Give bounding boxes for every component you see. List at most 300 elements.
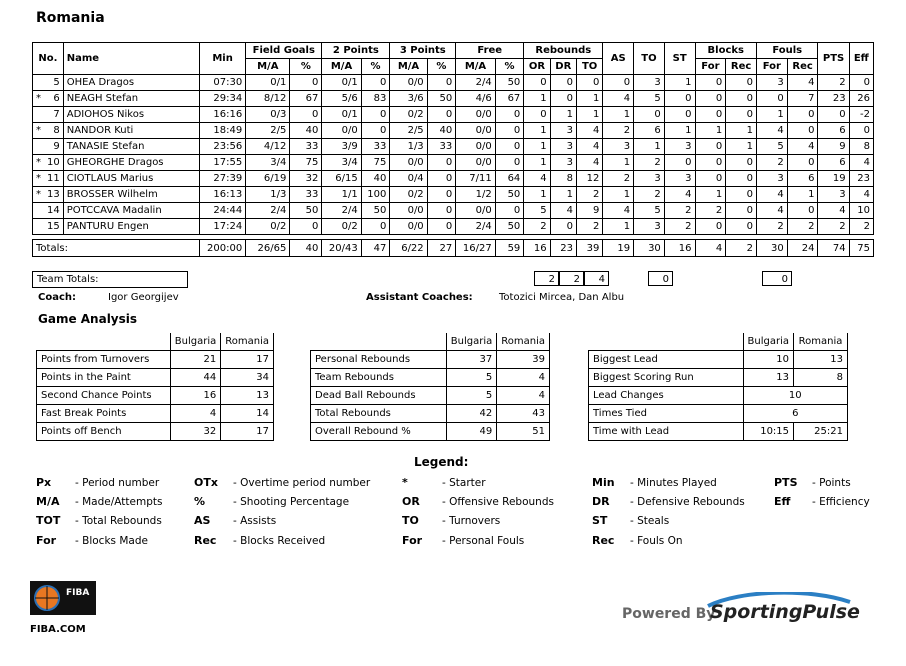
stat-fr: 0 bbox=[787, 123, 818, 139]
col-2p: 2 Points bbox=[322, 43, 390, 59]
stat-p3-ma: 2/5 bbox=[390, 123, 427, 139]
stat-dr: 0 bbox=[550, 91, 576, 107]
col-no: No. bbox=[33, 43, 64, 75]
stat-tot: 4 bbox=[576, 155, 602, 171]
stat-ft-p: 0 bbox=[495, 139, 524, 155]
stat-p2-ma: 3/9 bbox=[322, 139, 361, 155]
stat-fg-p: 33 bbox=[290, 187, 322, 203]
stat-br: 0 bbox=[726, 203, 757, 219]
stat-pts: 4 bbox=[818, 203, 849, 219]
player-name: OHEA Dragos bbox=[63, 75, 199, 91]
stat-bf: 0 bbox=[695, 91, 726, 107]
player-no: 8 bbox=[53, 125, 60, 136]
stat-p3-ma: 0/0 bbox=[390, 219, 427, 235]
col-3p: 3 Points bbox=[390, 43, 456, 59]
stat-p2-p: 40 bbox=[361, 171, 390, 187]
sub-2p-pct: % bbox=[361, 59, 390, 75]
col-eff: Eff bbox=[849, 43, 873, 75]
analysis-value-bulgaria: 49 bbox=[446, 423, 496, 441]
sub-ft-ma: M/A bbox=[456, 59, 496, 75]
legend-desc: - Starter bbox=[442, 477, 486, 489]
stat-min: 23:56 bbox=[199, 139, 245, 155]
legend-desc: - Blocks Received bbox=[233, 535, 326, 547]
stat-st: 0 bbox=[664, 155, 695, 171]
team-title: Romania bbox=[36, 10, 105, 26]
stat-to: 2 bbox=[634, 187, 665, 203]
legend-key: DR bbox=[592, 495, 610, 508]
stat-to: 0 bbox=[634, 107, 665, 123]
stat-ff: 4 bbox=[757, 123, 788, 139]
stat-or: 1 bbox=[524, 123, 550, 139]
stat-dr: 0 bbox=[550, 219, 576, 235]
stat-br: 0 bbox=[726, 75, 757, 91]
legend-desc: - Minutes Played bbox=[630, 477, 717, 489]
stat-pts: 19 bbox=[818, 171, 849, 187]
player-name: GHEORGHE Dragos bbox=[63, 155, 199, 171]
stat-ft-p: 50 bbox=[495, 219, 524, 235]
player-name: TANASIE Stefan bbox=[63, 139, 199, 155]
legend-desc: - Points bbox=[812, 477, 851, 489]
stat-st: 1 bbox=[664, 75, 695, 91]
player-number bbox=[33, 219, 64, 235]
stat-ft-ma: 0/0 bbox=[456, 155, 496, 171]
team-totals-or: 2 bbox=[534, 271, 559, 286]
stat-fg-p: 67 bbox=[290, 91, 322, 107]
stat-to: 3 bbox=[634, 171, 665, 187]
analysis-label: Points in the Paint bbox=[37, 369, 171, 387]
legend-desc: - Offensive Rebounds bbox=[442, 496, 554, 508]
player-no: 15 bbox=[47, 221, 60, 232]
stat-fr: 6 bbox=[787, 171, 818, 187]
stat-as: 3 bbox=[603, 139, 634, 155]
stat-min: 18:49 bbox=[199, 123, 245, 139]
stat-pts: 2 bbox=[818, 219, 849, 235]
stat-or: 0 bbox=[524, 107, 550, 123]
stat-as: 4 bbox=[603, 203, 634, 219]
stat-fg-ma: 2/4 bbox=[246, 203, 290, 219]
col-ft: Free bbox=[456, 43, 524, 59]
legend-desc: - Fouls On bbox=[630, 535, 683, 547]
game-analysis-table-rebounds bbox=[310, 333, 550, 441]
stat-ft-ma: 0/0 bbox=[456, 139, 496, 155]
stat-as: 1 bbox=[603, 187, 634, 203]
legend-key: Eff bbox=[774, 495, 791, 508]
player-row bbox=[33, 171, 874, 187]
stat-dr: 3 bbox=[550, 139, 576, 155]
stat-br: 1 bbox=[726, 139, 757, 155]
stat-br: 0 bbox=[726, 187, 757, 203]
totals-st: 16 bbox=[664, 240, 695, 257]
stat-min: 16:13 bbox=[199, 187, 245, 203]
stat-ft-ma: 7/11 bbox=[456, 171, 496, 187]
player-row bbox=[33, 75, 874, 91]
stat-dr: 1 bbox=[550, 107, 576, 123]
stat-ff: 1 bbox=[757, 107, 788, 123]
stat-fr: 4 bbox=[787, 75, 818, 91]
legend-key: Rec bbox=[592, 534, 615, 547]
analysis-value: 10 bbox=[743, 387, 847, 405]
stat-min: 07:30 bbox=[199, 75, 245, 91]
stat-p3-ma: 0/0 bbox=[390, 75, 427, 91]
stat-as: 4 bbox=[603, 91, 634, 107]
analysis-label: Second Chance Points bbox=[37, 387, 171, 405]
analysis-value-bulgaria: 32 bbox=[170, 423, 220, 441]
stat-ff: 3 bbox=[757, 75, 788, 91]
analysis-row bbox=[311, 405, 550, 423]
stat-p3-p: 0 bbox=[427, 203, 456, 219]
analysis-row bbox=[37, 369, 274, 387]
stat-fg-ma: 0/3 bbox=[246, 107, 290, 123]
stat-or: 5 bbox=[524, 203, 550, 219]
legend-key: OR bbox=[402, 495, 420, 508]
stat-st: 1 bbox=[664, 123, 695, 139]
stat-p3-p: 0 bbox=[427, 219, 456, 235]
analysis-value-romania: 14 bbox=[221, 405, 274, 423]
stat-as: 2 bbox=[603, 171, 634, 187]
col-romania: Romania bbox=[221, 333, 274, 351]
player-row bbox=[33, 155, 874, 171]
stat-p2-ma: 5/6 bbox=[322, 91, 361, 107]
stat-ft-p: 0 bbox=[495, 155, 524, 171]
stat-ff: 4 bbox=[757, 187, 788, 203]
sub-tot: TO bbox=[576, 59, 602, 75]
stat-p3-p: 0 bbox=[427, 171, 456, 187]
legend-key: Px bbox=[36, 476, 52, 489]
powered-by-text: Powered By bbox=[622, 606, 716, 622]
stat-st: 2 bbox=[664, 219, 695, 235]
stat-fr: 0 bbox=[787, 203, 818, 219]
player-no: 5 bbox=[53, 77, 60, 88]
stat-p2-ma: 3/4 bbox=[322, 155, 361, 171]
stat-to: 1 bbox=[634, 139, 665, 155]
header-row-top bbox=[33, 43, 874, 59]
stat-p3-p: 0 bbox=[427, 187, 456, 203]
legend-desc: - Defensive Rebounds bbox=[630, 496, 745, 508]
totals-label: Totals: bbox=[33, 240, 200, 257]
totals-min: 200:00 bbox=[199, 240, 245, 257]
legend-desc: - Turnovers bbox=[442, 515, 501, 527]
stat-as: 2 bbox=[603, 123, 634, 139]
sub-foul-rec: Rec bbox=[787, 59, 818, 75]
analysis-row bbox=[311, 423, 550, 441]
stat-ft-p: 0 bbox=[495, 203, 524, 219]
player-no: 11 bbox=[47, 173, 60, 184]
analysis-row bbox=[37, 405, 274, 423]
stat-p2-p: 75 bbox=[361, 155, 390, 171]
legend-desc: - Assists bbox=[233, 515, 277, 527]
stat-pts: 6 bbox=[818, 155, 849, 171]
stat-br: 0 bbox=[726, 91, 757, 107]
analysis-row bbox=[37, 351, 274, 369]
stat-ft-ma: 1/2 bbox=[456, 187, 496, 203]
player-name: NANDOR Kuti bbox=[63, 123, 199, 139]
stat-tot: 2 bbox=[576, 219, 602, 235]
player-number bbox=[33, 139, 64, 155]
player-name: NEAGH Stefan bbox=[63, 91, 199, 107]
col-min: Min bbox=[199, 43, 245, 75]
stat-ff: 2 bbox=[757, 219, 788, 235]
stat-dr: 1 bbox=[550, 187, 576, 203]
analysis-value-romania: 8 bbox=[794, 369, 848, 387]
totals-2p-pct: 47 bbox=[361, 240, 390, 257]
col-reb: Rebounds bbox=[524, 43, 603, 59]
stat-to: 5 bbox=[634, 203, 665, 219]
assistant-coaches-names: Totozici Mircea, Dan Albu bbox=[499, 292, 625, 303]
player-number bbox=[33, 203, 64, 219]
stat-st: 3 bbox=[664, 171, 695, 187]
stat-p2-ma: 0/2 bbox=[322, 219, 361, 235]
analysis-value-romania: 4 bbox=[497, 369, 550, 387]
coach-name: Igor Georgijev bbox=[108, 292, 179, 303]
analysis-row bbox=[589, 423, 848, 441]
stat-bf: 0 bbox=[695, 171, 726, 187]
stat-dr: 0 bbox=[550, 75, 576, 91]
player-number bbox=[33, 123, 64, 139]
stat-bf: 2 bbox=[695, 203, 726, 219]
stat-ff: 0 bbox=[757, 91, 788, 107]
team-totals-dr: 2 bbox=[559, 271, 584, 286]
box-score-table bbox=[32, 42, 874, 257]
stat-to: 3 bbox=[634, 219, 665, 235]
stat-tot: 0 bbox=[576, 75, 602, 91]
col-pts: PTS bbox=[818, 43, 849, 75]
stat-ft-p: 67 bbox=[495, 91, 524, 107]
stat-p2-ma: 2/4 bbox=[322, 203, 361, 219]
fiba-badge-text: FIBA bbox=[66, 588, 90, 598]
stat-ff: 3 bbox=[757, 171, 788, 187]
analysis-row bbox=[311, 387, 550, 405]
analysis-label: Lead Changes bbox=[589, 387, 744, 405]
analysis-label: Fast Break Points bbox=[37, 405, 171, 423]
analysis-label: Time with Lead bbox=[589, 423, 744, 441]
analysis-label: Times Tied bbox=[589, 405, 744, 423]
stat-st: 0 bbox=[664, 91, 695, 107]
totals-blk-rec: 2 bbox=[726, 240, 757, 257]
col-bulgaria: Bulgaria bbox=[446, 333, 496, 351]
stat-p3-p: 0 bbox=[427, 107, 456, 123]
stat-min: 17:55 bbox=[199, 155, 245, 171]
totals-to: 30 bbox=[634, 240, 665, 257]
legend-key: TOT bbox=[36, 514, 61, 527]
stat-pts: 6 bbox=[818, 123, 849, 139]
analysis-label: Biggest Scoring Run bbox=[589, 369, 744, 387]
player-no: 6 bbox=[53, 93, 60, 104]
stat-fr: 1 bbox=[787, 187, 818, 203]
starter-mark: * bbox=[36, 125, 41, 136]
stat-p2-ma: 6/15 bbox=[322, 171, 361, 187]
stat-ft-ma: 2/4 bbox=[456, 219, 496, 235]
team-totals-label: Team Totals: bbox=[32, 271, 188, 288]
stat-br: 0 bbox=[726, 219, 757, 235]
sportingpulse-brand: SportingPulse bbox=[710, 601, 860, 623]
fiba-logo bbox=[30, 581, 96, 615]
player-name: PANTURU Engen bbox=[63, 219, 199, 235]
game-analysis-title: Game Analysis bbox=[38, 312, 138, 326]
analysis-label: Personal Rebounds bbox=[311, 351, 447, 369]
analysis-label: Biggest Lead bbox=[589, 351, 744, 369]
stat-or: 2 bbox=[524, 219, 550, 235]
analysis-value-bulgaria: 13 bbox=[743, 369, 793, 387]
col-st: ST bbox=[664, 43, 695, 75]
analysis-row bbox=[37, 423, 274, 441]
stat-fr: 0 bbox=[787, 155, 818, 171]
stat-min: 27:39 bbox=[199, 171, 245, 187]
stat-min: 17:24 bbox=[199, 219, 245, 235]
stat-fg-p: 0 bbox=[290, 107, 322, 123]
analysis-value-bulgaria: 5 bbox=[446, 387, 496, 405]
stat-p3-p: 33 bbox=[427, 139, 456, 155]
stat-dr: 4 bbox=[550, 203, 576, 219]
stat-p3-ma: 3/6 bbox=[390, 91, 427, 107]
stat-fr: 2 bbox=[787, 219, 818, 235]
sub-foul-for: For bbox=[757, 59, 788, 75]
stat-pts: 9 bbox=[818, 139, 849, 155]
legend-desc: - Efficiency bbox=[812, 496, 870, 508]
stat-p2-ma: 0/0 bbox=[322, 123, 361, 139]
analysis-value-romania: 25:21 bbox=[794, 423, 848, 441]
assistant-coaches-label: Assistant Coaches: bbox=[366, 292, 473, 303]
totals-as: 19 bbox=[603, 240, 634, 257]
stat-bf: 0 bbox=[695, 139, 726, 155]
stat-min: 16:16 bbox=[199, 107, 245, 123]
fiba-url[interactable]: FIBA.COM bbox=[30, 624, 86, 635]
stat-or: 1 bbox=[524, 91, 550, 107]
stat-min: 24:44 bbox=[199, 203, 245, 219]
stat-tot: 4 bbox=[576, 123, 602, 139]
stat-eff: 8 bbox=[849, 139, 873, 155]
stat-fg-p: 0 bbox=[290, 75, 322, 91]
stat-p2-ma: 1/1 bbox=[322, 187, 361, 203]
stat-p2-p: 50 bbox=[361, 203, 390, 219]
stat-bf: 0 bbox=[695, 219, 726, 235]
stat-fr: 4 bbox=[787, 139, 818, 155]
stat-ff: 2 bbox=[757, 155, 788, 171]
powered-by bbox=[620, 592, 860, 636]
stat-ft-ma: 4/6 bbox=[456, 91, 496, 107]
legend-title: Legend: bbox=[414, 455, 469, 469]
stat-fg-ma: 0/1 bbox=[246, 75, 290, 91]
stat-br: 0 bbox=[726, 107, 757, 123]
stat-to: 5 bbox=[634, 91, 665, 107]
player-number bbox=[33, 171, 64, 187]
analysis-row bbox=[589, 369, 848, 387]
starter-mark: * bbox=[36, 157, 41, 168]
starter-mark: * bbox=[36, 173, 41, 184]
analysis-value-romania: 34 bbox=[221, 369, 274, 387]
stat-or: 1 bbox=[524, 155, 550, 171]
player-no: 7 bbox=[53, 109, 60, 120]
player-number bbox=[33, 187, 64, 203]
game-analysis-table-lead bbox=[588, 333, 848, 441]
player-number bbox=[33, 91, 64, 107]
sub-fg-pct: % bbox=[290, 59, 322, 75]
stat-tot: 2 bbox=[576, 187, 602, 203]
totals-dr: 23 bbox=[550, 240, 576, 257]
sub-ft-pct: % bbox=[495, 59, 524, 75]
stat-p2-p: 100 bbox=[361, 187, 390, 203]
col-to: TO bbox=[634, 43, 665, 75]
stat-as: 1 bbox=[603, 219, 634, 235]
stat-tot: 12 bbox=[576, 171, 602, 187]
col-fg: Field Goals bbox=[246, 43, 322, 59]
analysis-value-romania: 17 bbox=[221, 351, 274, 369]
stat-to: 6 bbox=[634, 123, 665, 139]
stat-eff: 0 bbox=[849, 75, 873, 91]
stat-fg-p: 75 bbox=[290, 155, 322, 171]
stat-ft-ma: 0/0 bbox=[456, 203, 496, 219]
stat-fg-ma: 2/5 bbox=[246, 123, 290, 139]
stat-p3-p: 0 bbox=[427, 155, 456, 171]
starter-mark: * bbox=[36, 93, 41, 104]
sub-3p-pct: % bbox=[427, 59, 456, 75]
stat-p3-p: 50 bbox=[427, 91, 456, 107]
sub-2p-ma: M/A bbox=[322, 59, 361, 75]
stat-ft-p: 50 bbox=[495, 75, 524, 91]
stat-fg-p: 50 bbox=[290, 203, 322, 219]
legend-desc: - Shooting Percentage bbox=[233, 496, 350, 508]
player-name: ADIOHOS Nikos bbox=[63, 107, 199, 123]
stat-bf: 0 bbox=[695, 155, 726, 171]
stat-eff: 26 bbox=[849, 91, 873, 107]
stat-as: 1 bbox=[603, 155, 634, 171]
analysis-value-romania: 39 bbox=[497, 351, 550, 369]
stat-eff: -2 bbox=[849, 107, 873, 123]
stat-tot: 1 bbox=[576, 91, 602, 107]
stat-dr: 3 bbox=[550, 155, 576, 171]
basketball-icon bbox=[30, 581, 96, 615]
stat-ft-ma: 0/0 bbox=[456, 123, 496, 139]
totals-2p-ma: 20/43 bbox=[322, 240, 361, 257]
stat-eff: 2 bbox=[849, 219, 873, 235]
legend-key: For bbox=[36, 534, 57, 547]
analysis-label: Points off Bench bbox=[37, 423, 171, 441]
stat-dr: 3 bbox=[550, 123, 576, 139]
stat-p2-p: 0 bbox=[361, 107, 390, 123]
coach-label: Coach: bbox=[38, 292, 77, 303]
starter-mark: * bbox=[36, 189, 41, 200]
col-name: Name bbox=[63, 43, 199, 75]
legend-key: * bbox=[402, 476, 408, 489]
stat-bf: 1 bbox=[695, 123, 726, 139]
team-totals-to: 0 bbox=[648, 271, 673, 286]
stat-p3-ma: 1/3 bbox=[390, 139, 427, 155]
stat-p2-p: 0 bbox=[361, 75, 390, 91]
analysis-label: Team Rebounds bbox=[311, 369, 447, 387]
legend-key: AS bbox=[194, 514, 211, 527]
analysis-value-romania: 51 bbox=[497, 423, 550, 441]
stat-ft-ma: 0/0 bbox=[456, 107, 496, 123]
stat-st: 3 bbox=[664, 139, 695, 155]
totals-ft-ma: 16/27 bbox=[456, 240, 496, 257]
analysis-row bbox=[589, 351, 848, 369]
analysis-row bbox=[311, 369, 550, 387]
stat-p2-p: 83 bbox=[361, 91, 390, 107]
stat-bf: 0 bbox=[695, 107, 726, 123]
stat-tot: 9 bbox=[576, 203, 602, 219]
stat-p3-p: 40 bbox=[427, 123, 456, 139]
legend-key: PTS bbox=[774, 476, 798, 489]
player-name: CIOTLAUS Marius bbox=[63, 171, 199, 187]
player-no: 10 bbox=[47, 157, 60, 168]
stat-fr: 0 bbox=[787, 107, 818, 123]
stat-br: 0 bbox=[726, 155, 757, 171]
analysis-value: 6 bbox=[743, 405, 847, 423]
legend-desc: - Blocks Made bbox=[75, 535, 148, 547]
player-no: 9 bbox=[53, 141, 60, 152]
player-name: BROSSER Wilhelm bbox=[63, 187, 199, 203]
player-row bbox=[33, 91, 874, 107]
player-number bbox=[33, 107, 64, 123]
